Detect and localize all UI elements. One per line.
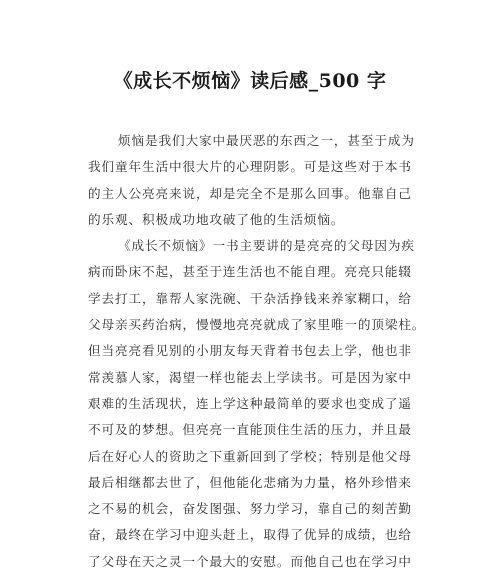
paragraph-line: 但当亮亮看见别的小朋友每天背着书包去上学，他也非 <box>88 343 412 359</box>
paragraph-line: 不可及的梦想。但亮亮一直能顶住生活的压力，并且最 <box>88 422 412 438</box>
paragraph-line: 后在好心人的资助之下重新回到了学校；特别是他父母 <box>88 448 412 464</box>
paragraph-line: 《成长不烦恼》一书主要讲的是亮亮的父母因为疾 <box>118 238 415 254</box>
document-body <box>88 128 428 575</box>
paragraph-line: 学去打工，靠帮人家洗碗、干杂活挣钱来养家糊口，给 <box>88 290 412 306</box>
paragraph-line: 的主人公亮亮来说，却是完全不是那么回事。他靠自己 <box>88 185 412 201</box>
paragraph-line: 了父母在天之灵一个最大的安慰。而他自己也在学习中 <box>88 553 412 569</box>
paragraph-line: 的乐观、积极成功地攻破了他的生活烦恼。 <box>88 211 345 227</box>
document-title: 《成长不烦恼》读后感_500 字 <box>113 70 387 92</box>
paragraph-line: 最后相继都去世了，但他能化悲痛为力量，格外珍惜来 <box>88 474 412 490</box>
paragraph-line: 病而卧床不起，甚至于连生活也不能自理。亮亮只能辍 <box>88 264 412 280</box>
paragraph-line: 我们童年生活中很大片的心理阴影。可是这些对于本书 <box>88 159 412 175</box>
paragraph-line: 烦恼是我们大家中最厌恶的东西之一，甚至于成为 <box>118 133 415 148</box>
paragraph-line: 之不易的机会，奋发图强、努力学习，靠自己的刻苦勤 <box>88 501 412 517</box>
paragraph-line: 奋，最终在学习中迎头赶上，取得了优异的成绩，也给 <box>88 527 412 543</box>
paragraph-line: 常羡慕人家，渴望一样也能去上学读书。可是因为家中 <box>88 369 412 385</box>
paragraph-line: 父母亲买药治病，慢慢地亮亮就成了家里唯一的顶梁柱。 <box>88 317 426 333</box>
paragraph-line: 艰难的生活现状，连上学这种最简单的要求也变成了遥 <box>88 395 412 411</box>
